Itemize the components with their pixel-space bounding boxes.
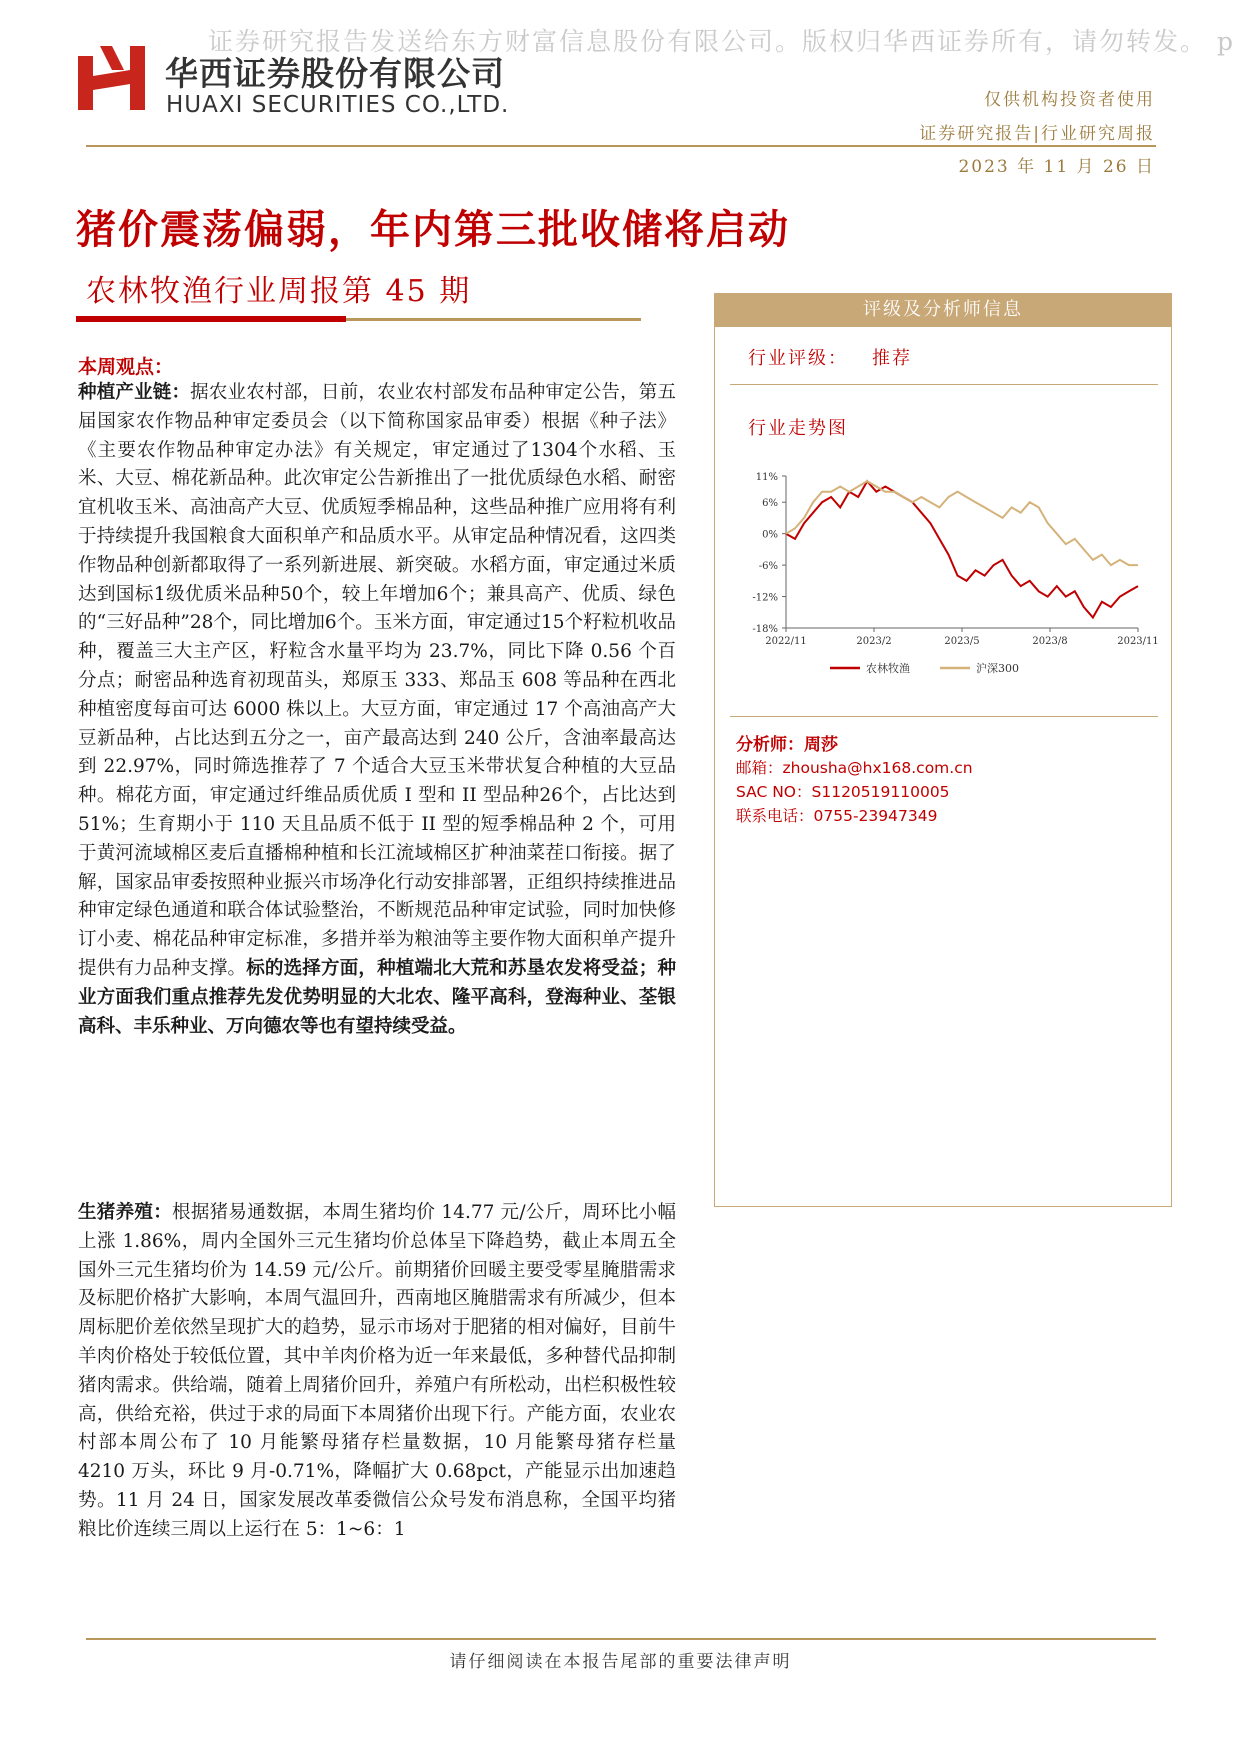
y-tick-label: -12% — [752, 592, 778, 604]
paragraph-hog — [78, 1199, 676, 1545]
section-title: 本周观点： — [78, 356, 174, 378]
legal-notice: 请仔细阅读在本报告尾部的重要法律声明 — [449, 1652, 792, 1672]
x-tick-label: 2023/5 — [944, 636, 980, 647]
paragraph-planting — [78, 379, 676, 1041]
p1-run-0: 种植产业链： — [78, 382, 191, 403]
report-date: 2023 年 11 月 26 日 — [958, 157, 1155, 177]
series-line-0 — [786, 481, 1138, 617]
analyst-sac: SAC NO：S1120519110005 — [736, 783, 950, 801]
x-tick-label: 2023/2 — [856, 636, 892, 647]
y-tick-label: 0% — [762, 529, 778, 541]
rating-label: 行业评级： — [748, 348, 848, 369]
brand-name-cn: 华西证券股份有限公司 — [165, 54, 505, 93]
brand-name-en: HUAXI SECURITIES CO.,LTD. — [166, 92, 510, 118]
x-tick-label: 2023/11 — [1117, 636, 1159, 647]
p1-run-2: 标的选择方面，种植端北大荒和苏垦农发将受益；种业方面我们重点推荐先发优势明显的大北农、隆平高科，登海种业、荃银高科、丰乐种业、万向德农等也有望持续受益。 — [78, 957, 676, 1037]
analyst-name: 分析师：周莎 — [736, 735, 838, 755]
panel-divider — [730, 384, 1158, 385]
report-type: 证券研究报告|行业研究周报 — [919, 124, 1155, 144]
huaxi-logo-icon — [78, 46, 146, 112]
footer-rule — [86, 1638, 1156, 1640]
analyst-email: 邮箱：zhousha@hx168.com.cn — [736, 759, 973, 777]
series-line-1 — [786, 481, 1138, 565]
header-rule — [86, 145, 1156, 147]
p1-run-1: 据农业农村部，日前，农业农村部发布品种审定公告，第五届国家农作物品种审定委员会（以下简称国家品审委）根据《种子法》《主要农作物品种审定办法》有关规定，审定通过了1304个水稻、玉米、大豆、棉花新品种。此次审定公告新推出了一批优质绿色水稻、耐密宜机收玉米、高油高产大豆、优质短季棉品种，这些品种推广应用将有利于持续提升我国粮食大面积单产和品质水平。从审定品种情况看，这四类作物品种创新都取得了一系列新进展、新突破。水稻方面，审定通过米质达到国标1级优质米品种50个，较上年增加6个；兼具高产、优质、绿色的“三好品种”28个，同比增加6个。玉米方面，审定通过15个籽粒机收品种，覆盖三大主产区，籽粒含水量平均为 23.7%，同比下降 0.56 个百分点；耐密品种选育初现苗头，郑原玉 333、郑品玉 608 等品种在西北种植密度每亩可达 6000 株以上。大豆方面，审定通过 17 个高油高产大豆新品种，占比达到五分之一，亩产最高达到 240 公斤，含油率最高达到 22.97%，同时筛选推荐了 7 个适合大豆玉米带状复合种植的大豆品种。棉花方面，审定通过纤维品质优质 I 型和 II 型品种26个，占比达到51%；生育期小于 110 天且品质不低于 II 型的短季棉品种 2 个，可用于黄河流域棉区麦后直播棉种植和长江流域棉区扩种油菜茬口衔接。据了解，国家品审委按照种业振兴市场净化行动安排部署，正组织持续推进品种审定绿色通道和联合体试验整治，不断规范品种审定试验，同时加快修订小麦、棉花品种审定标准，多措并举为粮油等主要作物大面积单产提升提供有力品种支撑。 — [78, 382, 676, 979]
report-title: 猪价震荡偏弱，年内第三批收储将启动 — [76, 206, 790, 253]
report-subtitle: 农林牧渔行业周报第 45 期 — [86, 274, 472, 309]
legend-label-1: 沪深300 — [976, 662, 1019, 675]
panel-header: 评级及分析师信息 — [714, 293, 1172, 327]
industry-trend-chart — [730, 462, 1160, 694]
rating-value: 推荐 — [872, 348, 912, 369]
y-tick-label: 11% — [755, 472, 778, 483]
panel-divider-2 — [730, 716, 1158, 717]
x-tick-label: 2023/8 — [1032, 636, 1068, 647]
y-tick-label: -6% — [758, 561, 778, 573]
x-tick-label: 2022/11 — [765, 636, 807, 647]
audience-note: 仅供机构投资者使用 — [984, 90, 1155, 110]
title-underline-accent — [76, 316, 346, 322]
y-tick-label: -18% — [752, 624, 778, 635]
p2-run-0: 生猪养殖： — [78, 1202, 173, 1223]
analyst-phone: 联系电话：0755-23947349 — [736, 807, 938, 825]
chart-label: 行业走势图 — [748, 418, 848, 439]
legend-label-0: 农林牧渔 — [866, 662, 910, 675]
copyright-watermark: 证券研究报告发送给东方财富信息股份有限公司。版权归华西证券所有，请勿转发。 p — [208, 27, 1235, 56]
p2-run-1: 根据猪易通数据，本周生猪均价 14.77 元/公斤，周环比小幅上涨 1.86%，周内全国外三元生猪均价总体呈下降趋势，截止本周五全国外三元生猪均价为 14.59 元/公斤。前期猪价回暖主要受零星腌腊需求及标肥价格扩大影响，本周气温回升，西南地区腌腊需求有所减少，但本周标肥价差依然呈现扩大的趋势，显示市场对于肥猪的相对偏好，目前牛羊肉价格处于较低位置，其中羊肉价格为近一年来最低，多种替代品抑制猪肉需求。供给端，随着上周猪价回升，养殖户有所松动，出栏积极性较高，供给充裕，供过于求的局面下本周猪价出现下行。产能方面，农业农村部本周公布了 10 月能繁母猪存栏量数据，10 月能繁母猪存栏量 4210 万头，环比 9 月-0.71%，降幅扩大 0.68pct，产能显示出加速趋势。11 月 24 日，国家发展改革委微信公众号发布消息称，全国平均猪粮比价连续三周以上运行在 5：1~6：1 — [78, 1202, 676, 1540]
y-tick-label: 6% — [762, 498, 778, 510]
